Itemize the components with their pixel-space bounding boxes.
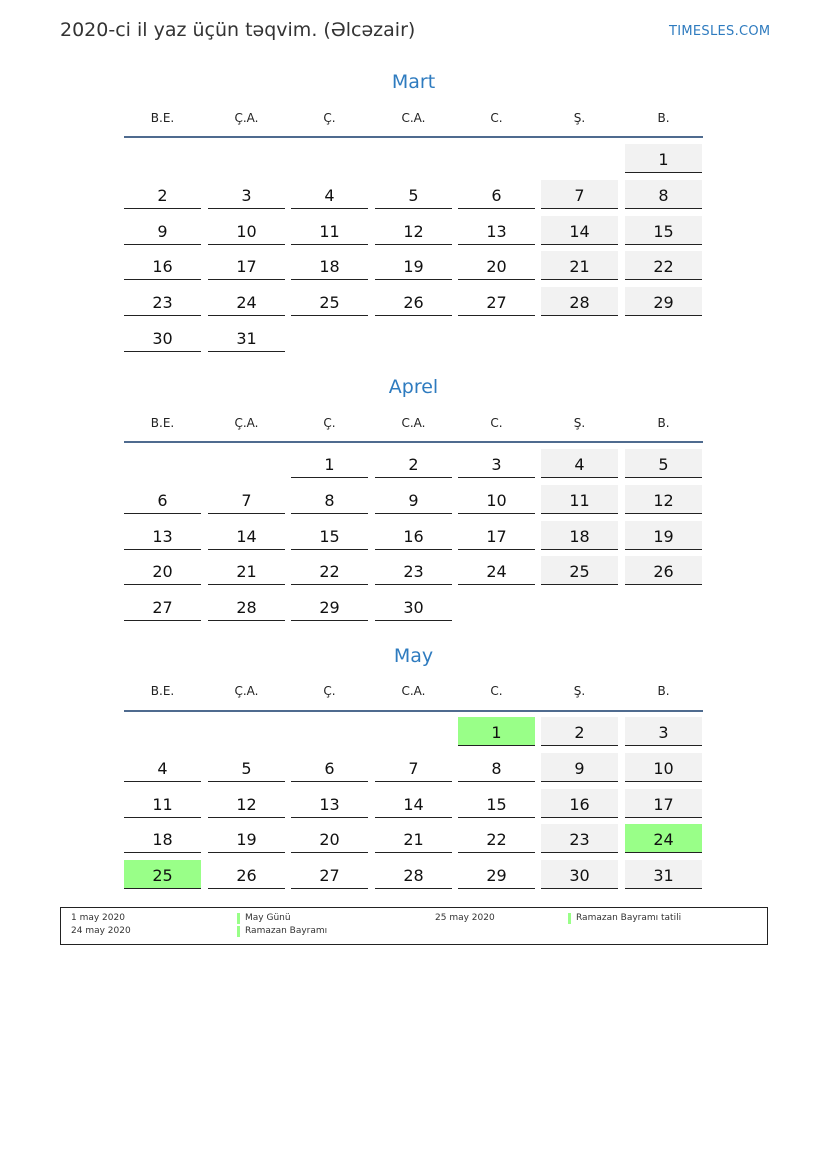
day-cell: 13 [291, 789, 368, 818]
weekday-header: C.A. [401, 684, 426, 698]
weekday-header: B.E. [150, 111, 175, 125]
day-cell: 20 [124, 556, 201, 585]
day-cell: 23 [375, 556, 452, 585]
day-cell: 1 [291, 449, 368, 478]
month-title: May [393, 645, 434, 667]
day-cell: 31 [208, 323, 285, 352]
day-cell: 7 [541, 180, 618, 209]
day-cell: 17 [458, 521, 535, 550]
day-cell: 7 [208, 485, 285, 514]
legend-holiday-name: Ramazan Bayramı [237, 926, 327, 937]
day-cell: 15 [291, 521, 368, 550]
day-cell: 4 [124, 753, 201, 782]
day-cell: 18 [541, 521, 618, 550]
day-cell: 4 [541, 449, 618, 478]
day-cell: 17 [625, 789, 702, 818]
day-cell: 26 [208, 860, 285, 889]
weekday-header: Ş. [573, 111, 586, 125]
weekday-header: B. [657, 684, 670, 698]
weekday-header: C. [490, 111, 503, 125]
day-cell: 23 [124, 287, 201, 316]
site-link[interactable]: TIMESLES.COM [669, 24, 771, 39]
header-divider [124, 441, 703, 443]
day-cell: 9 [541, 753, 618, 782]
weekday-header: C. [490, 684, 503, 698]
day-cell: 19 [375, 251, 452, 280]
day-cell: 18 [124, 824, 201, 853]
day-cell: 28 [541, 287, 618, 316]
day-cell: 11 [541, 485, 618, 514]
day-cell: 12 [625, 485, 702, 514]
day-cell: 9 [375, 485, 452, 514]
day-cell: 2 [375, 449, 452, 478]
weekday-header: Ş. [573, 684, 586, 698]
day-cell: 19 [208, 824, 285, 853]
day-cell: 15 [625, 216, 702, 245]
day-cell: 29 [625, 287, 702, 316]
weekday-header: Ç.A. [234, 684, 259, 698]
day-cell: 2 [541, 717, 618, 746]
day-cell: 13 [458, 216, 535, 245]
day-cell: 15 [458, 789, 535, 818]
day-cell: 29 [458, 860, 535, 889]
day-cell: 22 [458, 824, 535, 853]
page-title: 2020-ci il yaz üçün təqvim. (Əlcəzair) [60, 19, 416, 41]
weekday-header: B.E. [150, 684, 175, 698]
day-cell: 22 [625, 251, 702, 280]
weekday-header: B. [657, 416, 670, 430]
day-cell: 8 [625, 180, 702, 209]
legend-date: 1 may 2020 [71, 913, 125, 923]
day-cell: 16 [541, 789, 618, 818]
day-cell: 23 [541, 824, 618, 853]
day-cell: 5 [625, 449, 702, 478]
day-cell: 16 [124, 251, 201, 280]
day-cell: 18 [291, 251, 368, 280]
weekday-header: Ç. [323, 684, 336, 698]
day-cell: 12 [208, 789, 285, 818]
weekday-header: C. [490, 416, 503, 430]
day-cell: 21 [375, 824, 452, 853]
day-cell: 30 [124, 323, 201, 352]
day-cell: 30 [541, 860, 618, 889]
day-cell: 6 [458, 180, 535, 209]
weekday-header: Ç.A. [234, 416, 259, 430]
day-cell: 10 [625, 753, 702, 782]
day-cell: 10 [458, 485, 535, 514]
weekday-header: Ç.A. [234, 111, 259, 125]
month-title: Aprel [388, 376, 439, 398]
day-cell: 12 [375, 216, 452, 245]
day-cell: 8 [291, 485, 368, 514]
month-title: Mart [391, 71, 436, 93]
day-cell: 9 [124, 216, 201, 245]
day-cell: 30 [375, 592, 452, 621]
day-cell: 14 [375, 789, 452, 818]
day-cell: 29 [291, 592, 368, 621]
day-cell: 5 [375, 180, 452, 209]
day-cell: 13 [124, 521, 201, 550]
day-cell: 21 [208, 556, 285, 585]
day-cell: 11 [124, 789, 201, 818]
day-cell: 22 [291, 556, 368, 585]
holiday-legend [60, 907, 768, 945]
day-cell: 7 [375, 753, 452, 782]
day-cell: 6 [291, 753, 368, 782]
day-cell: 14 [541, 216, 618, 245]
legend-date: 25 may 2020 [435, 913, 495, 923]
day-cell: 24 [208, 287, 285, 316]
weekday-header: Ç. [323, 111, 336, 125]
legend-holiday-name: Ramazan Bayramı tatili [568, 913, 681, 924]
day-cell: 14 [208, 521, 285, 550]
header-divider [124, 136, 703, 138]
day-cell: 27 [124, 592, 201, 621]
day-cell: 5 [208, 753, 285, 782]
day-cell: 10 [208, 216, 285, 245]
legend-holiday-name: May Günü [237, 913, 291, 924]
day-cell: 2 [124, 180, 201, 209]
day-cell: 25 [124, 860, 201, 889]
day-cell: 11 [291, 216, 368, 245]
day-cell: 21 [541, 251, 618, 280]
day-cell: 1 [458, 717, 535, 746]
day-cell: 25 [541, 556, 618, 585]
day-cell: 3 [458, 449, 535, 478]
day-cell: 19 [625, 521, 702, 550]
day-cell: 20 [458, 251, 535, 280]
day-cell: 6 [124, 485, 201, 514]
day-cell: 27 [291, 860, 368, 889]
weekday-header: C.A. [401, 416, 426, 430]
day-cell: 26 [375, 287, 452, 316]
day-cell: 26 [625, 556, 702, 585]
day-cell: 8 [458, 753, 535, 782]
day-cell: 25 [291, 287, 368, 316]
weekday-header: B.E. [150, 416, 175, 430]
day-cell: 28 [208, 592, 285, 621]
day-cell: 4 [291, 180, 368, 209]
day-cell: 17 [208, 251, 285, 280]
day-cell: 31 [625, 860, 702, 889]
weekday-header: Ş. [573, 416, 586, 430]
day-cell: 24 [458, 556, 535, 585]
weekday-header: B. [657, 111, 670, 125]
day-cell: 20 [291, 824, 368, 853]
legend-date: 24 may 2020 [71, 926, 131, 936]
day-cell: 28 [375, 860, 452, 889]
day-cell: 27 [458, 287, 535, 316]
day-cell: 3 [208, 180, 285, 209]
header-divider [124, 710, 703, 712]
day-cell: 1 [625, 144, 702, 173]
day-cell: 24 [625, 824, 702, 853]
weekday-header: C.A. [401, 111, 426, 125]
day-cell: 16 [375, 521, 452, 550]
weekday-header: Ç. [323, 416, 336, 430]
day-cell: 3 [625, 717, 702, 746]
